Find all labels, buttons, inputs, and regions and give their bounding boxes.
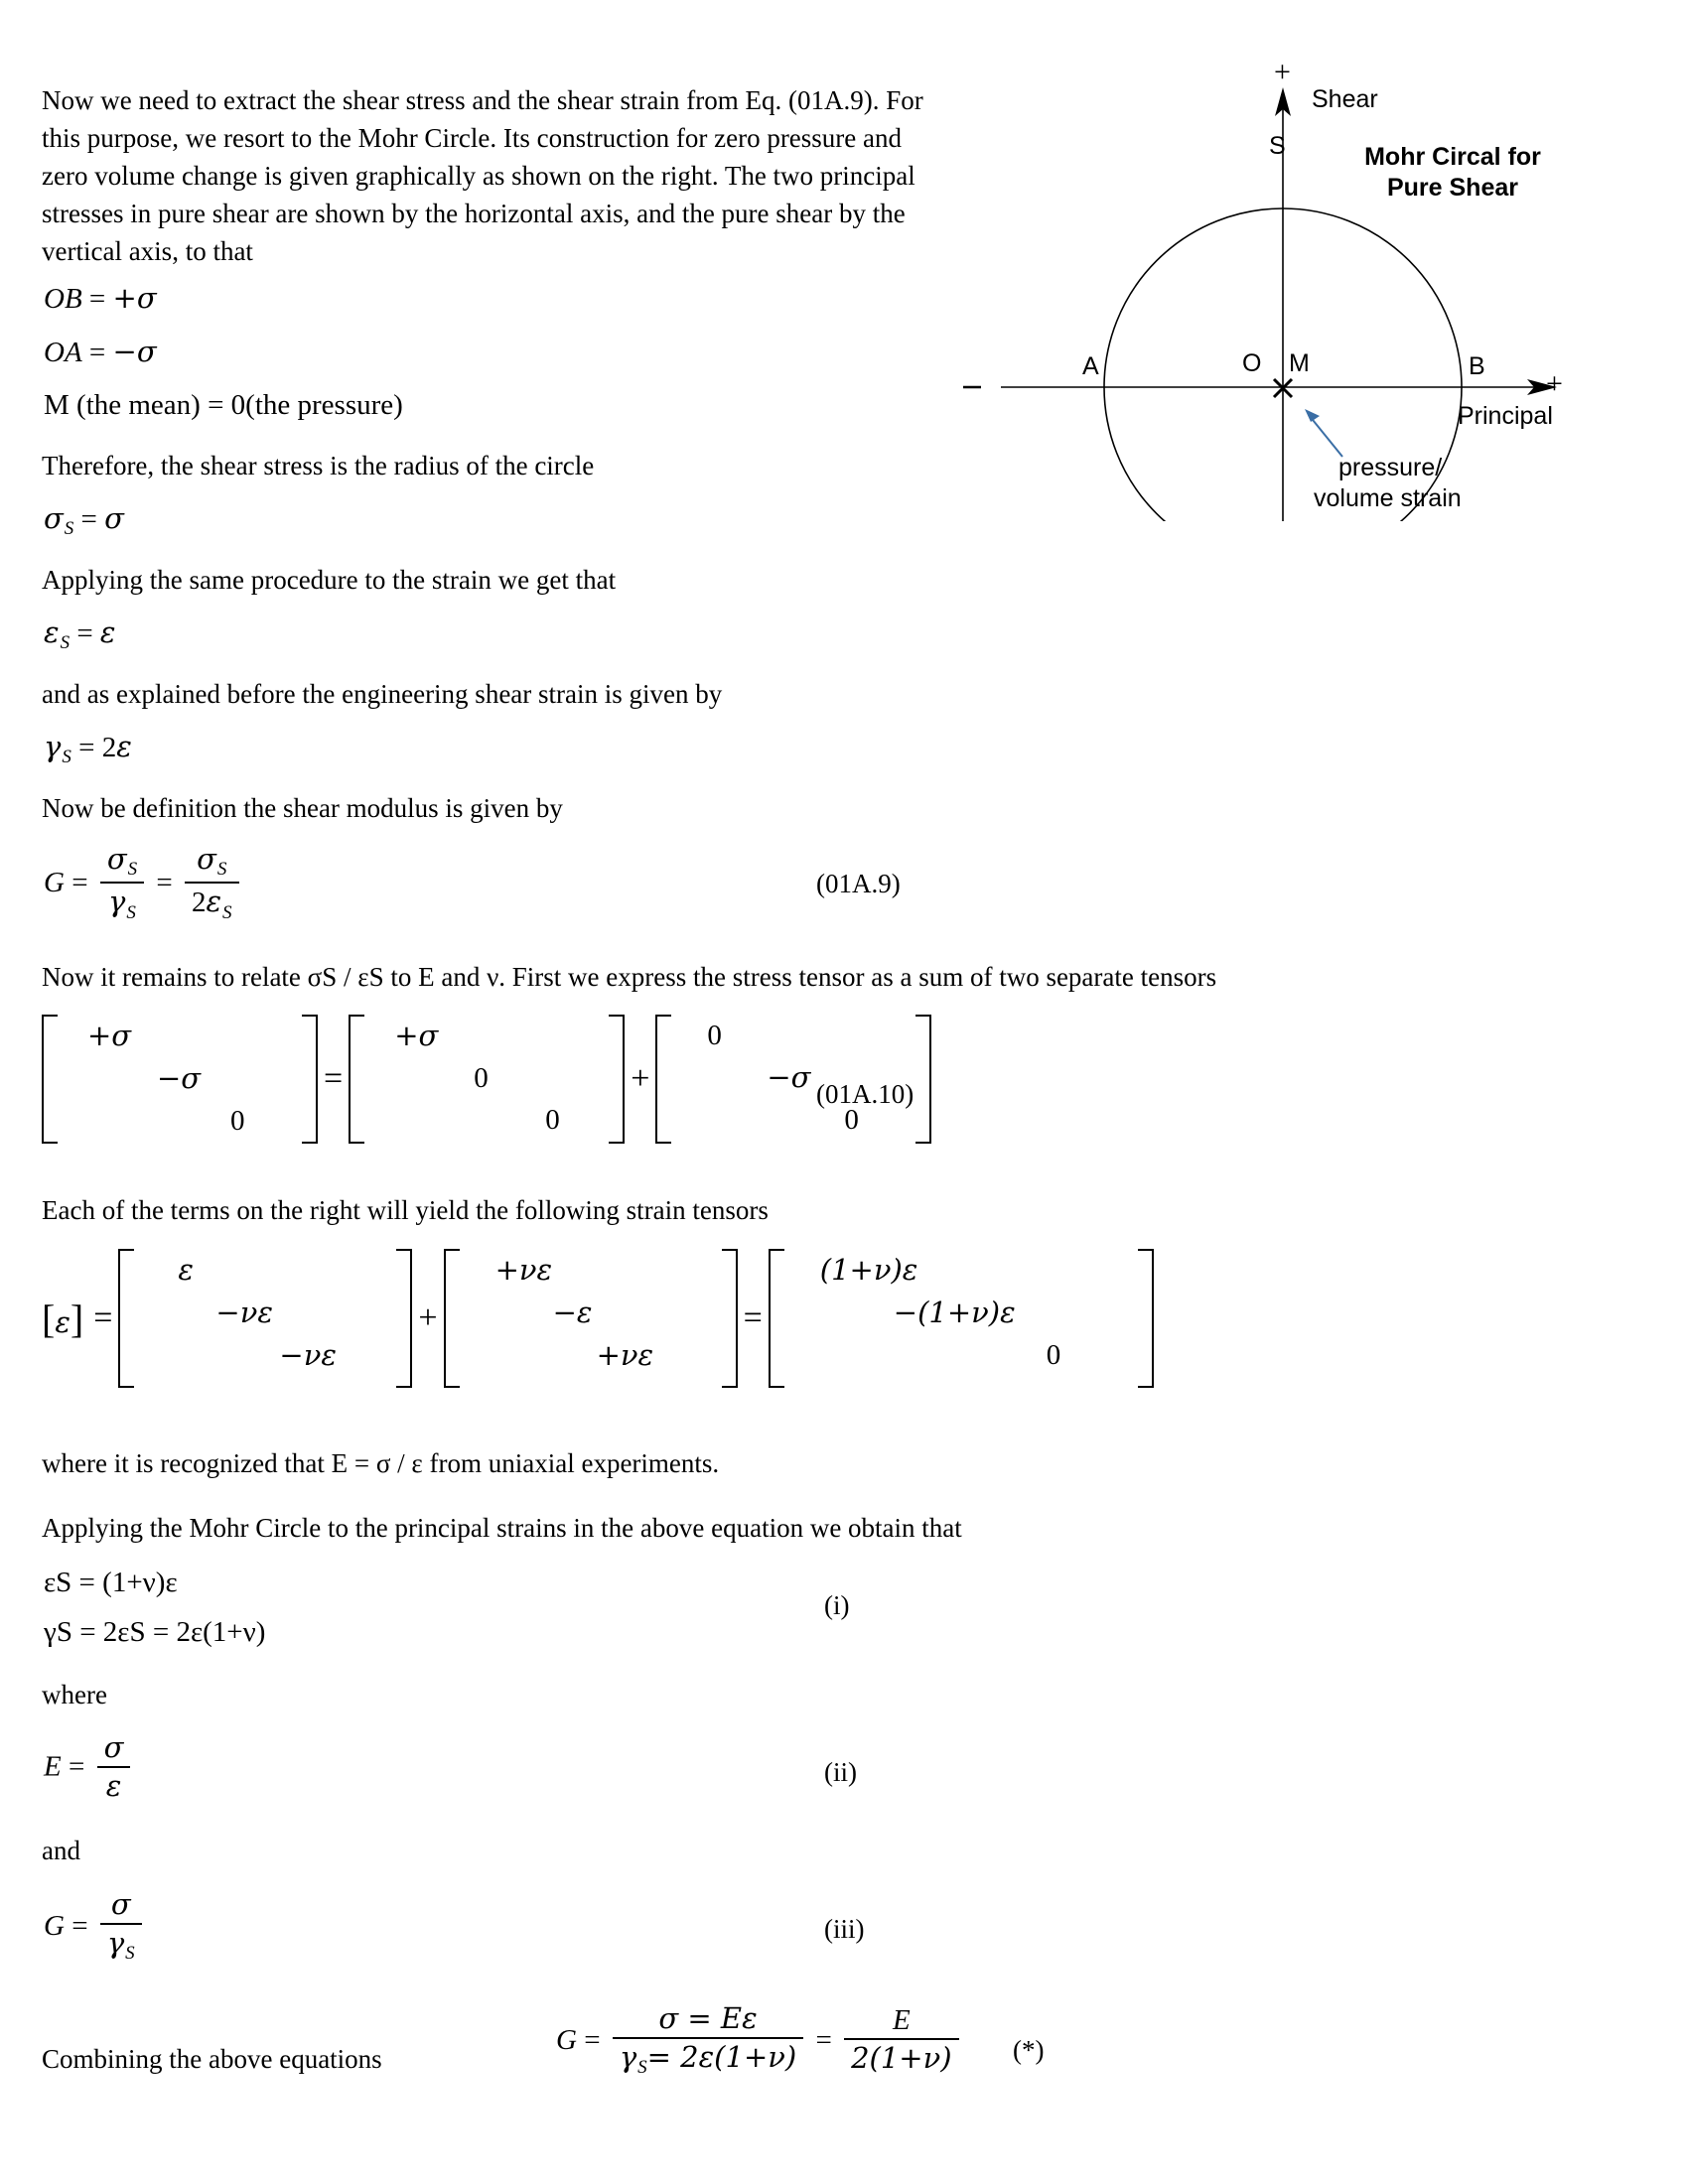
stress-matrix-term1-cells	[378, 1015, 611, 1141]
equation-gamma-s	[44, 730, 132, 768]
callout-arrow-head	[1305, 409, 1320, 422]
eq-sigmas-symbol: σ	[44, 501, 64, 535]
cell-2-2: 0	[474, 1062, 489, 1094]
diagram-title-line2: Pure Shear	[1386, 174, 1518, 202]
eq-E-num-sigma: σ	[103, 1730, 124, 1764]
eq-final-frac2-den-text: 2(1+ν)	[851, 2041, 952, 2076]
eq-E-num	[97, 1730, 131, 1766]
equation-number-01A9: (01A.9)	[816, 869, 901, 898]
eq-epsilons-subscript: S	[60, 632, 70, 654]
eq-oa-equals: =	[88, 337, 106, 368]
principal-axis-label: Principal	[1458, 402, 1553, 430]
bracket-right	[1138, 1249, 1154, 1388]
eq-G-equals2: =	[156, 866, 173, 898]
bracket-left	[444, 1249, 460, 1388]
equation-epsilon-s	[44, 615, 115, 654]
point-a-label: A	[1082, 352, 1099, 380]
text-now-definition: Now be definition the shear modulus is given by	[42, 793, 563, 823]
diagram-title	[1338, 142, 1567, 204]
equation-shear-modulus	[44, 844, 244, 926]
eq-E-den	[97, 1766, 131, 1804]
mohr-circle-diagram	[933, 55, 1668, 521]
strain-matrix-term2-cells	[474, 1249, 724, 1377]
equation-i-line2: γS = 2εS = 2ε(1+ν)	[44, 1616, 266, 1648]
cell-2-2: −(1+ν)ε	[893, 1296, 1016, 1329]
equation-final-G	[556, 2003, 964, 2081]
eq-G-fraction2	[185, 842, 239, 924]
cell-1-1: (1+ν)ε	[819, 1253, 918, 1287]
text-now-remains: Now it remains to relate σS / εS to E and ν. First we express the stress tensor as a sum of two separate tensors	[42, 962, 1217, 992]
strain-tensor-equation	[42, 1249, 1154, 1388]
eq-G-fraction1	[100, 842, 144, 924]
text-combining: Combining the above equations	[42, 2044, 382, 2074]
pressure-annotation-line1: pressure/	[1338, 454, 1443, 481]
strain-equals-operator-2: =	[743, 1299, 763, 1336]
eq-gammas-eps: ε	[116, 730, 132, 763]
mohr-circle-svg	[933, 55, 1668, 521]
eq-final-frac2-den	[844, 2038, 958, 2076]
eq-E-den-eps: ε	[105, 1769, 122, 1803]
eq-final-frac2-num	[844, 2004, 958, 2038]
eq-final-fraction2	[844, 2004, 958, 2076]
eq-gammas-equals: =	[78, 732, 95, 763]
eq-G-frac1-den	[100, 882, 144, 923]
eq-G-equals1: =	[71, 866, 88, 898]
eq-Gs-den	[100, 1923, 142, 1965]
cell-2-2: −σ	[157, 1061, 202, 1095]
point-m-label: M	[1289, 349, 1310, 377]
bracket-right	[302, 1015, 318, 1144]
cell-1-1: 0	[707, 1020, 722, 1051]
equation-label-i: (i)	[824, 1590, 850, 1620]
strain-lhs-symbol: [ε]	[42, 1296, 84, 1341]
eq-gammas-two: 2	[101, 732, 117, 763]
eq-Gs-num-sigma: σ	[110, 1887, 131, 1921]
cell-3-3: −νε	[279, 1338, 337, 1372]
text-engineering-shear: and as explained before the engineering shear strain is given by	[42, 679, 723, 709]
eq-G-frac2-den-eps: ε	[206, 885, 222, 919]
stress-matrix-lhs	[42, 1015, 318, 1144]
eq-epsilons-rhs: ε	[99, 615, 116, 649]
cell-3-3: +νε	[596, 1338, 654, 1372]
callout-arrow-line	[1309, 415, 1342, 457]
eq-epsilons-equals: =	[76, 617, 93, 649]
eq-final-frac2-num-E: E	[892, 2004, 911, 2037]
text-recognized: where it is recognized that E = σ / ε from uniaxial experiments.	[42, 1448, 720, 1478]
eq-G-frac2-num	[185, 842, 239, 882]
equation-label-iii: (iii)	[824, 1914, 865, 1944]
bracket-right	[396, 1249, 412, 1388]
eq-G-frac2-den-two: 2	[191, 887, 207, 919]
equation-label-ii: (ii)	[824, 1757, 857, 1787]
equation-E	[44, 1732, 135, 1806]
strain-matrix-result	[769, 1249, 1154, 1388]
strain-matrix-term2	[444, 1249, 738, 1388]
pressure-annotation-line2: volume strain	[1314, 484, 1462, 512]
eq-final-den-gamma: γ	[619, 2040, 637, 2074]
intro-paragraph: Now we need to extract the shear stress and the shear strain from Eq. (01A.9). For this purpose, we resort to the Mohr Circle. Its construction for zero pressure and zero volume change is given graphically as shown on the right. The two principal stresses in pure shear are shown by the horizontal axis, and the pure shear by the vertical axis, to that	[42, 85, 923, 266]
eq-sigmas-subscript: S	[64, 518, 74, 540]
strain-matrix-term1	[118, 1249, 412, 1388]
eq-G-frac2-num-sub: S	[216, 859, 227, 881]
strain-matrix-term1-cells	[148, 1249, 398, 1377]
eq-oa-lhs: OA	[44, 337, 82, 368]
eq-Gs-num	[100, 1887, 142, 1923]
eq-final-frac1-den	[613, 2037, 803, 2079]
cell-2-2: −νε	[215, 1296, 273, 1329]
equation-oa	[44, 335, 157, 369]
eq-oa-rhs: −σ	[112, 335, 157, 368]
eq-Gs-den-gamma: γ	[106, 1926, 125, 1960]
strain-plus-operator: +	[418, 1299, 438, 1336]
text-applying-mohr: Applying the Mohr Circle to the principal strains in the above equation we obtain that	[42, 1513, 962, 1543]
text-applying-strain: Applying the same procedure to the strain we get that	[42, 565, 617, 595]
stress-plus-operator: +	[631, 1060, 650, 1097]
cell-1-1: +σ	[394, 1019, 439, 1052]
eq-final-num-text: σ = Eε	[658, 2001, 758, 2035]
cell-3-3: 0	[545, 1104, 560, 1136]
eq-Gs-lhs: G	[44, 1909, 65, 1942]
bracket-left	[655, 1015, 671, 1144]
bracket-left	[118, 1249, 134, 1388]
eq-E-fraction	[97, 1730, 131, 1804]
cell-3-3: 0	[1046, 1339, 1061, 1371]
bracket-right	[915, 1015, 931, 1144]
bracket-left	[349, 1015, 364, 1144]
cell-2-2: −ε	[552, 1296, 593, 1329]
eq-sigmas-equals: =	[80, 503, 97, 535]
eq-Gs-den-sub: S	[125, 1943, 135, 1965]
strain-matrix-result-cells	[798, 1249, 1140, 1376]
stress-matrix-term1	[349, 1015, 625, 1144]
stress-matrix-lhs-cells	[71, 1015, 304, 1142]
eq-G-lhs: G	[44, 866, 65, 898]
eq-final-den-sub: S	[637, 2057, 647, 2079]
stress-matrix-term2-cells	[685, 1015, 917, 1141]
eq-G-frac1-num-sub: S	[127, 859, 138, 881]
bracket-left	[42, 1015, 58, 1144]
eq-final-fraction1	[613, 2001, 803, 2079]
eq-G-frac1-den-sub: S	[126, 901, 136, 923]
equation-label-star: (*)	[1013, 2035, 1045, 2065]
eq-G-frac2-den-sub: S	[222, 901, 232, 923]
eq-gammas-subscript: S	[62, 747, 71, 768]
equation-G-simple	[44, 1889, 147, 1967]
eq-G-frac1-den-gamma: γ	[108, 885, 126, 919]
eq-final-frac1-num	[613, 2001, 803, 2037]
bracket-right	[722, 1249, 738, 1388]
eq-final-equals1: =	[584, 2023, 601, 2056]
eq-gammas-symbol: γ	[44, 730, 62, 763]
equation-ob	[44, 281, 157, 316]
cell-1-1: +νε	[494, 1253, 553, 1287]
stress-tensor-equation	[42, 1015, 931, 1144]
eq-ob-rhs: +σ	[112, 281, 157, 315]
eq-G-frac2-num-sigma: σ	[197, 842, 216, 876]
eq-G-frac1-num	[100, 842, 144, 882]
eq-Gs-fraction	[100, 1887, 142, 1965]
eq-E-equals: =	[68, 1750, 85, 1783]
cell-2-2: −σ	[767, 1060, 811, 1094]
eq-G-frac2-den	[185, 882, 239, 923]
plus-label-right: +	[1546, 367, 1563, 400]
cell-1-1: ε	[178, 1253, 194, 1287]
eq-final-equals2: =	[815, 2023, 832, 2056]
eq-sigmas-rhs: σ	[104, 501, 124, 535]
eq-ob-lhs: OB	[44, 283, 82, 315]
cell-3-3: 0	[844, 1104, 859, 1136]
point-o-label: O	[1242, 349, 1262, 377]
equation-i-line1: εS = (1+ν)ε	[44, 1567, 178, 1598]
cell-3-3: 0	[230, 1105, 245, 1137]
text-each-terms: Each of the terms on the right will yield the following strain tensors	[42, 1195, 769, 1225]
equation-mean: M (the mean) = 0(the pressure)	[44, 389, 403, 421]
eq-final-lhs: G	[556, 2023, 577, 2056]
eq-G-frac1-num-sigma: σ	[106, 842, 127, 876]
equation-number-01A10: (01A.10)	[816, 1079, 914, 1109]
eq-epsilons-symbol: ε	[44, 615, 60, 649]
cell-1-1: +σ	[87, 1019, 132, 1052]
text-therefore: Therefore, the shear stress is the radius of the circle	[42, 451, 595, 480]
eq-ob-equals: =	[88, 283, 106, 315]
bracket-right	[609, 1015, 625, 1144]
point-s-label: S	[1269, 132, 1286, 160]
diagram-title-line1: Mohr Circal for	[1364, 143, 1541, 171]
point-b-label: B	[1469, 352, 1485, 380]
bracket-left	[769, 1249, 784, 1388]
stress-equals-operator: =	[324, 1060, 344, 1097]
shear-axis-label: Shear	[1312, 85, 1378, 113]
text-and: and	[42, 1836, 80, 1865]
text-where: where	[42, 1680, 107, 1709]
eq-final-den-rest: = 2ε(1+ν)	[646, 2040, 797, 2074]
strain-equals-operator-1: =	[93, 1299, 113, 1336]
plus-label-top: +	[1274, 56, 1291, 88]
eq-E-lhs: E	[44, 1750, 62, 1783]
equation-sigma-s	[44, 501, 124, 540]
eq-Gs-equals: =	[71, 1909, 88, 1942]
